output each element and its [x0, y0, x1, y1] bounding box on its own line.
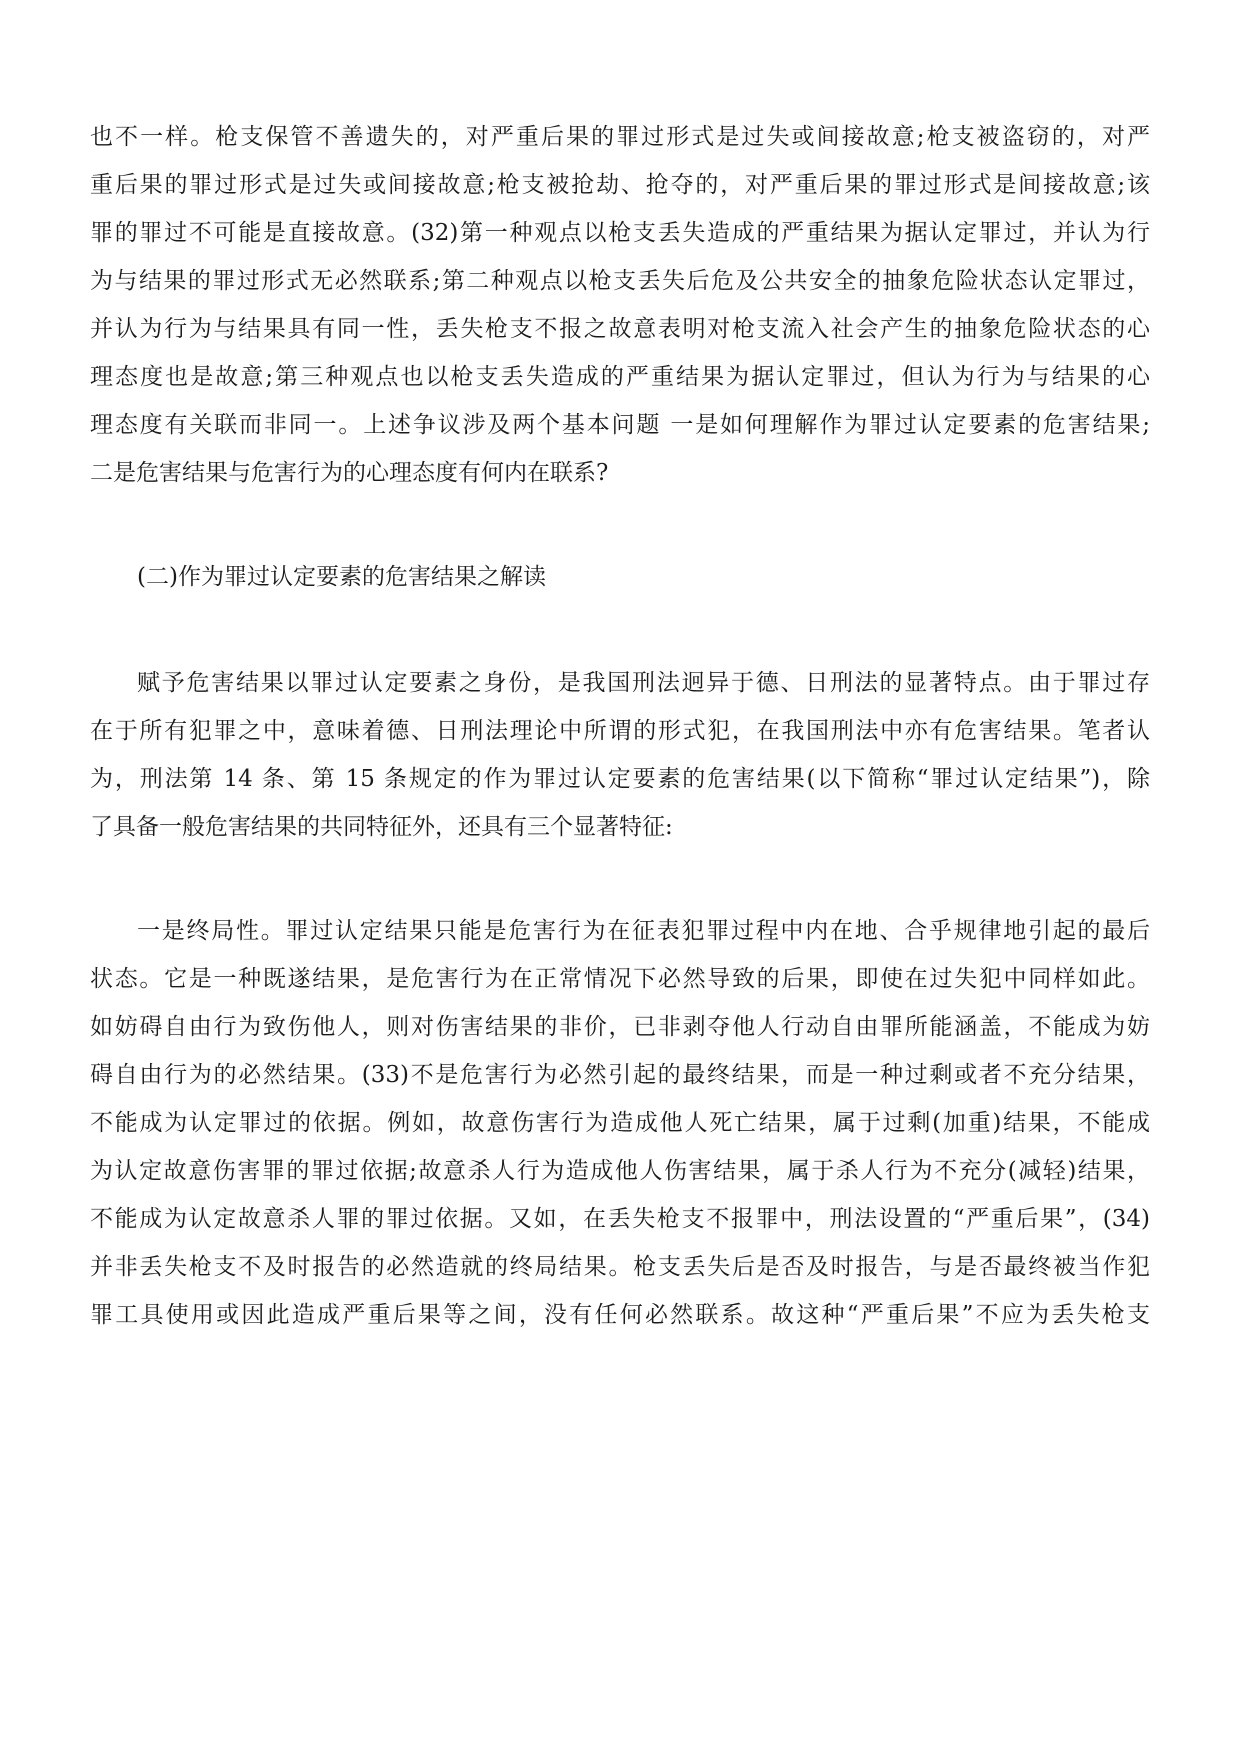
- paragraph-1-line: 为与结果的罪过形式无必然联系;第二种观点以枪支丢失后危及公共安全的抽象危险状态认定罪过，: [90, 268, 1150, 294]
- paragraph-1-line: 重后果的罪过形式是过失或间接故意;枪支被抢劫、抢夺的，对严重后果的罪过形式是间接故意;该: [90, 172, 1150, 198]
- paragraph-1-line: 理态度有关联而非同一。上述争议涉及两个基本问题 一是如何理解作为罪过认定要素的危害结果;: [90, 412, 1150, 438]
- paragraph-3-line: 状态。它是一种既遂结果，是危害行为在正常情况下必然导致的后果，即使在过失犯中同样如此。: [90, 966, 1150, 992]
- paragraph-3-line: 不能成为认定故意杀人罪的罪过依据。又如，在丢失枪支不报罪中，刑法设置的“严重后果”，(34): [90, 1206, 1150, 1232]
- paragraph-1-line: 罪的罪过不可能是直接故意。(32)第一种观点以枪支丢失造成的严重结果为据认定罪过，并认为行: [90, 220, 1150, 246]
- paragraph-2-line: 了具备一般危害结果的共同特征外，还具有三个显著特征:: [90, 814, 673, 840]
- section-heading: (二)作为罪过认定要素的危害结果之解读: [137, 564, 546, 590]
- paragraph-2-line: 赋予危害结果以罪过认定要素之身份，是我国刑法迥异于德、日刑法的显著特点。由于罪过存: [137, 670, 1150, 696]
- paragraph-1-line: 理态度也是故意;第三种观点也以枪支丢失造成的严重结果为据认定罪过，但认为行为与结果的心: [90, 364, 1150, 390]
- paragraph-3-line: 一是终局性。罪过认定结果只能是危害行为在征表犯罪过程中内在地、合乎规律地引起的最后: [137, 918, 1150, 944]
- paragraph-3-line: 并非丢失枪支不及时报告的必然造就的终局结果。枪支丢失后是否及时报告，与是否最终被当作犯: [90, 1254, 1150, 1280]
- paragraph-3-line: 不能成为认定罪过的依据。例如，故意伤害行为造成他人死亡结果，属于过剩(加重)结果，不能成: [90, 1110, 1150, 1136]
- paragraph-3-line: 为认定故意伤害罪的罪过依据;故意杀人行为造成他人伤害结果，属于杀人行为不充分(减轻)结果，: [90, 1158, 1150, 1184]
- paragraph-2-line: 在于所有犯罪之中，意味着德、日刑法理论中所谓的形式犯，在我国刑法中亦有危害结果。笔者认: [90, 718, 1150, 744]
- paragraph-1-line: 二是危害结果与危害行为的心理态度有何内在联系?: [90, 460, 609, 486]
- paragraph-2-line: 为，刑法第 14 条、第 15 条规定的作为罪过认定要素的危害结果(以下简称“罪过认定结果”)，除: [90, 766, 1150, 792]
- paragraph-1-line: 并认为行为与结果具有同一性，丢失枪支不报之故意表明对枪支流入社会产生的抽象危险状态的心: [90, 316, 1150, 342]
- paragraph-3-line: 如妨碍自由行为致伤他人，则对伤害结果的非价，已非剥夺他人行动自由罪所能涵盖，不能成为妨: [90, 1014, 1150, 1040]
- paragraph-1-line: 也不一样。枪支保管不善遗失的，对严重后果的罪过形式是过失或间接故意;枪支被盗窃的，对严: [90, 124, 1150, 150]
- paragraph-3-line: 碍自由行为的必然结果。(33)不是危害行为必然引起的最终结果，而是一种过剩或者不充分结果，: [90, 1062, 1150, 1088]
- paragraph-3-line: 罪工具使用或因此造成严重后果等之间，没有任何必然联系。故这种“严重后果”不应为丢失枪支: [90, 1302, 1150, 1328]
